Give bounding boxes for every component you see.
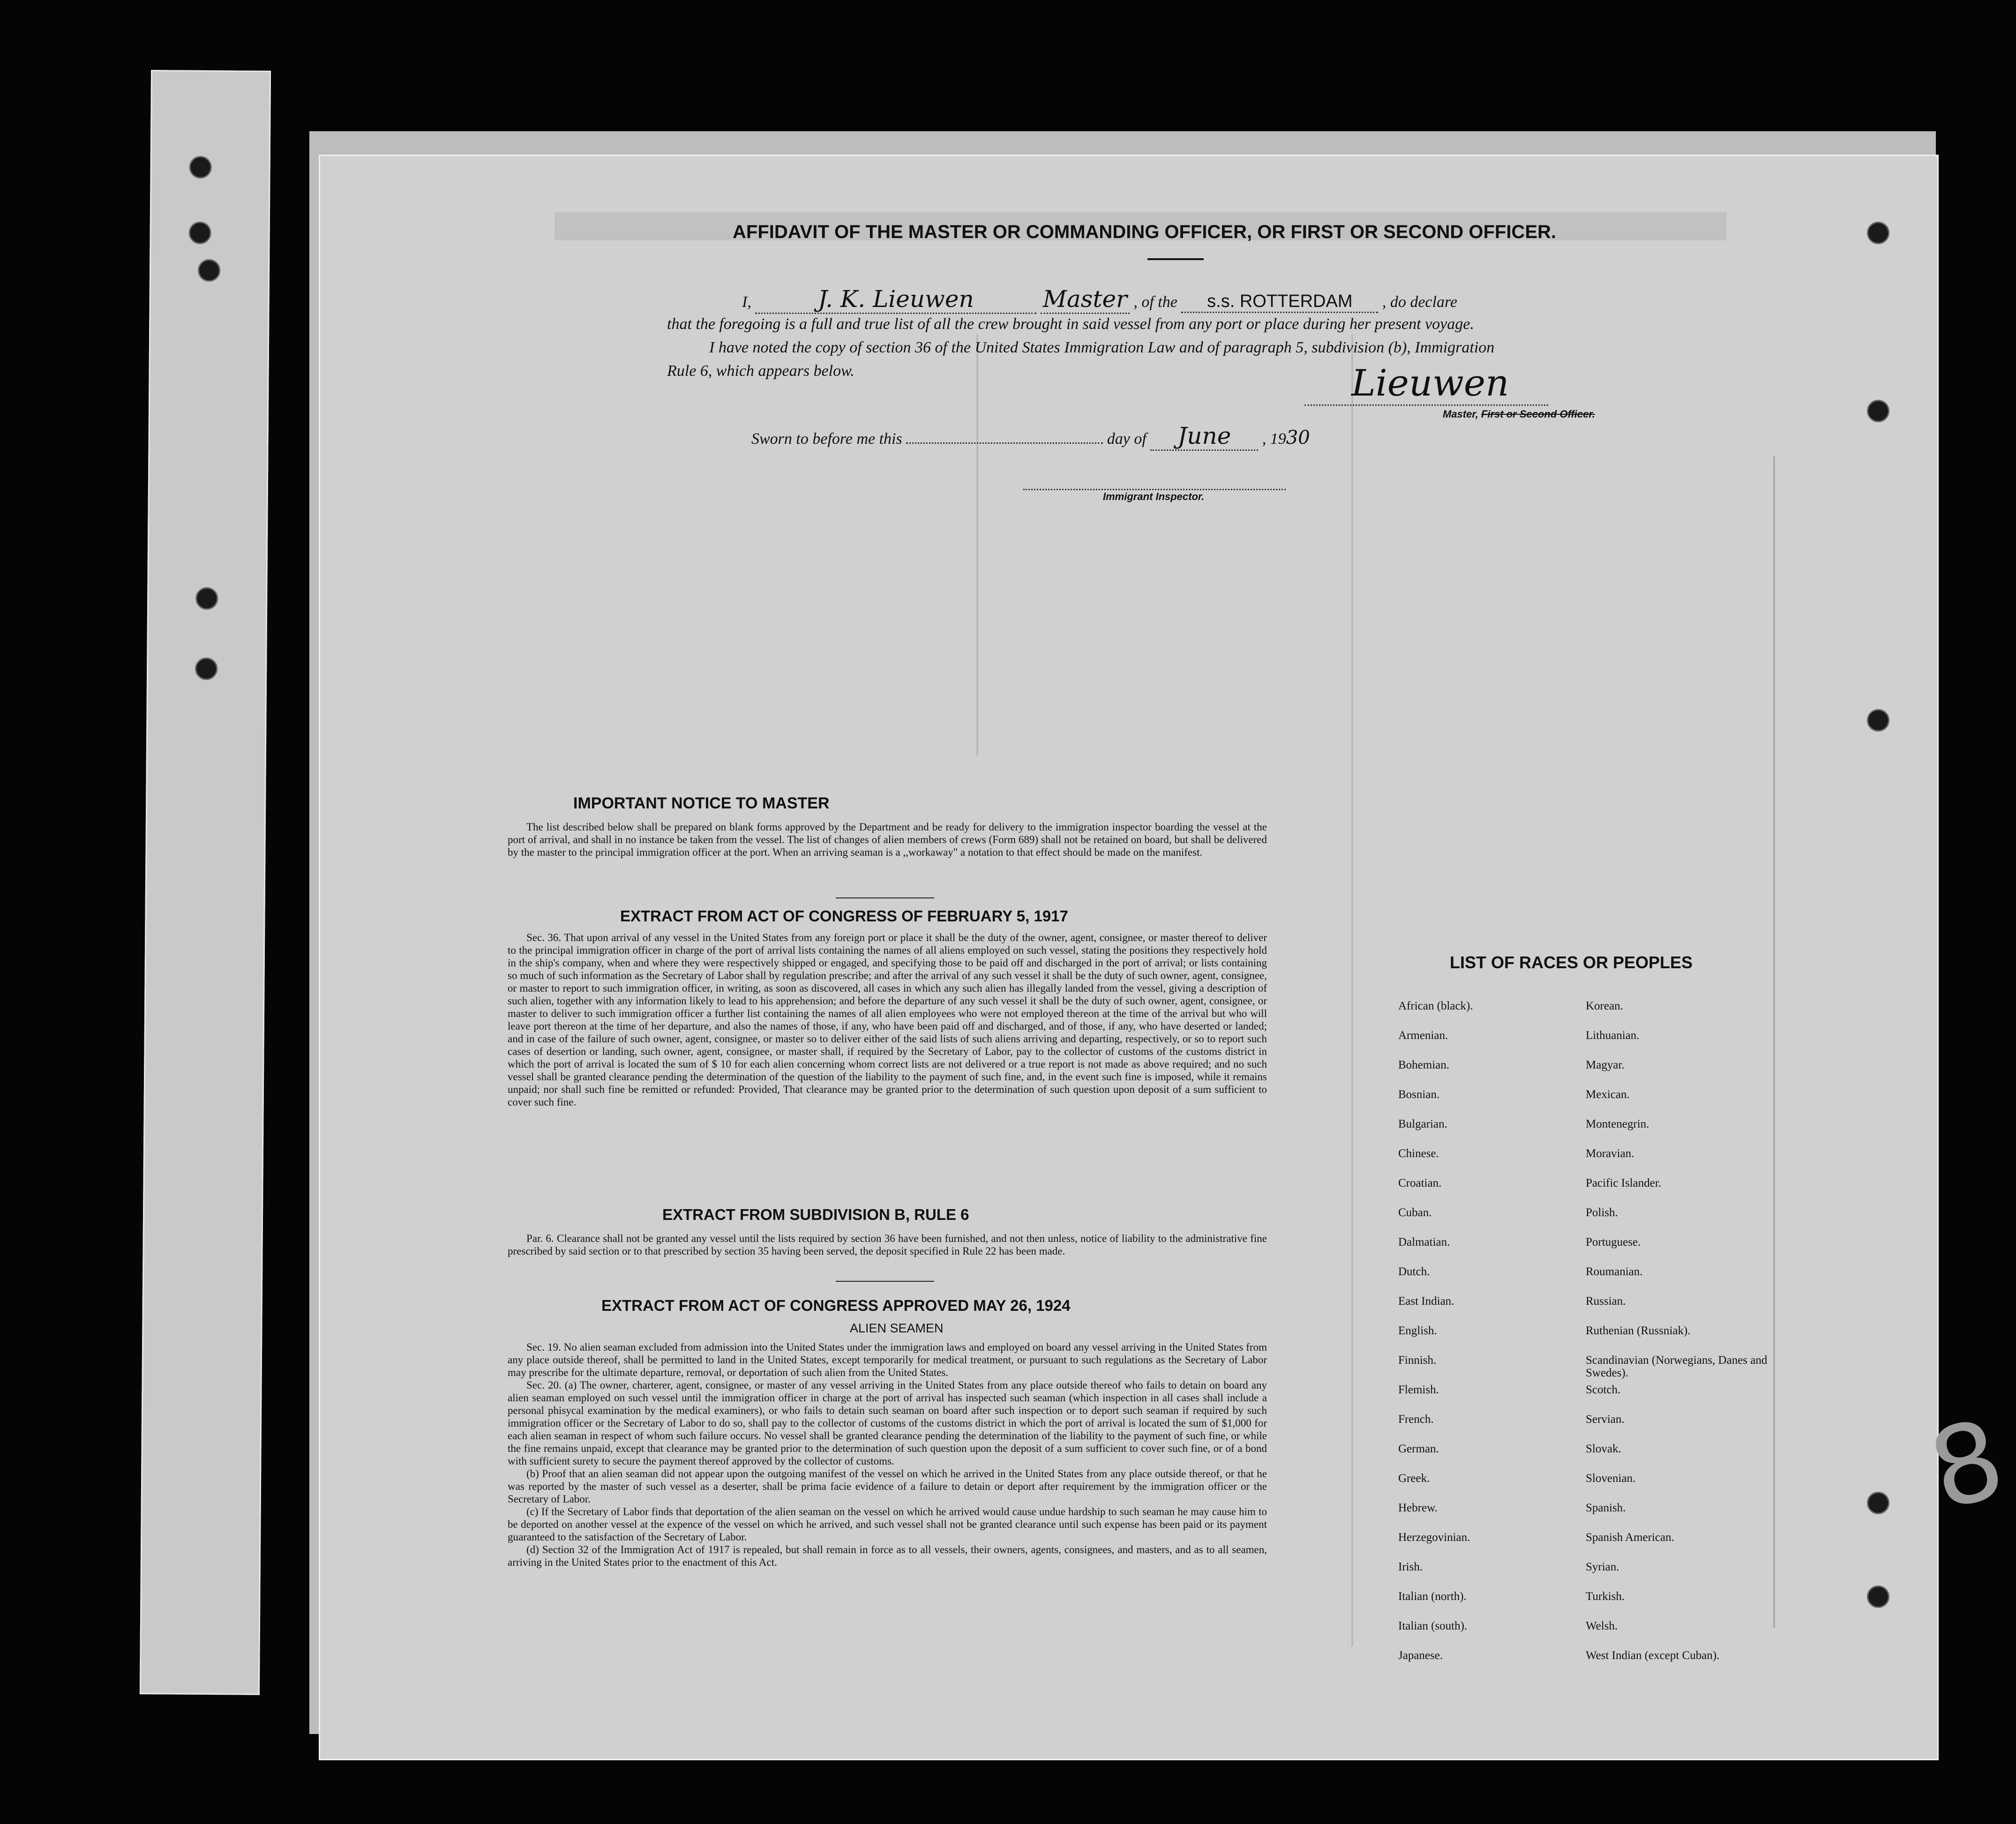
rank-field: Master	[1041, 285, 1130, 314]
race-item: Ruthenian (Russniak).	[1586, 1324, 1691, 1337]
master-signature: Lieuwen	[1351, 362, 1509, 404]
sworn-line	[751, 422, 1310, 451]
subdivision-b-text: Par. 6. Clearance shall not be granted any vessel until the lists required by section 36 have been furnished, and not then unless, notice of liability to the administrative fine prescribed by said section or to that prescribed by section 35 having been served, the deposit specified in Rule 22 has been made.	[508, 1233, 1267, 1257]
race-item: Herzegovinian.	[1398, 1531, 1470, 1544]
bleed-through-column-rule	[1351, 334, 1353, 1646]
sworn-day-of: day of	[1107, 430, 1147, 448]
affidavit-rule	[1147, 258, 1204, 260]
race-item: Slovak.	[1586, 1443, 1621, 1455]
affidavit-title: AFFIDAVIT OF THE MASTER OR COMMANDING OFFICER, OR FIRST OR SECOND OFFICER.	[733, 222, 1556, 242]
extract-1924-sec19: Sec. 19. No alien seaman excluded from admission into the United States under the immigration laws and employed on board any vessel arriving in the United States from any place outside thereof, shall be permitted to land in the United States, except temporarily for medical treatment, or pursuant to such regulations as the Secretary of Labor may prescribe for the ultimate departure, removal, or deportation of such alien from the United States.	[508, 1341, 1267, 1378]
punch-hole	[1867, 222, 1889, 244]
pencil-page-number: 8	[1917, 1396, 2016, 1535]
sworn-year-prefix: , 19	[1262, 430, 1286, 448]
race-item: East Indian.	[1398, 1295, 1454, 1308]
punch-hole	[1867, 400, 1889, 422]
punch-hole	[189, 156, 211, 179]
inspector-caption: Immigrant Inspector.	[1103, 491, 1205, 502]
race-item: Greek.	[1398, 1472, 1430, 1485]
sworn-prefix: Sworn to before me this	[751, 430, 902, 448]
race-item: West Indian (except Cuban).	[1586, 1649, 1720, 1662]
inspector-line	[1023, 489, 1286, 490]
section-divider	[836, 897, 934, 898]
race-item: Slovenian.	[1586, 1472, 1636, 1485]
bleed-through-column-rule	[1773, 456, 1775, 1628]
notice-title: IMPORTANT NOTICE TO MASTER	[573, 794, 830, 812]
sworn-year-field: 30	[1286, 427, 1310, 449]
extract-1924-sec20d: (d) Section 32 of the Immigration Act of 1917 is repealed, but shall remain in force as to all vessels, their owners, agents, consignees, and masters, and as to all seamen, arriving in the United States prior to the enactment of this Act.	[508, 1544, 1267, 1568]
subdivision-b-title: EXTRACT FROM SUBDIVISION B, RULE 6	[662, 1206, 969, 1223]
extract-1917-title: EXTRACT FROM ACT OF CONGRESS OF FEBRUARY 5, 1917	[620, 907, 1068, 925]
race-item: Polish.	[1586, 1206, 1618, 1219]
race-item: Syrian.	[1586, 1561, 1619, 1573]
race-item: Roumanian.	[1586, 1265, 1643, 1278]
extract-1924-sec20b: (b) Proof that an alien seaman did not appear upon the outgoing manifest of the vessel on which he arrived in the United States from any place outside thereof, or that he was reported by the master of such vessel as a deserter, shall be prima facie evidence of a failure to detain or deport after requirement by the immigration officer or the Secretary of Labor.	[508, 1468, 1267, 1505]
affidavit-line-4: Rule 6, which appears below.	[667, 362, 854, 380]
punch-hole	[1867, 1492, 1889, 1514]
race-item: Mexican.	[1586, 1088, 1630, 1101]
race-item: Finnish.	[1398, 1354, 1437, 1367]
signature-caption-master: Master,	[1443, 408, 1478, 420]
race-item: Spanish American.	[1586, 1531, 1674, 1544]
punch-hole	[1867, 1585, 1889, 1608]
race-item: Portuguese.	[1586, 1236, 1641, 1248]
race-item: Turkish.	[1586, 1590, 1625, 1603]
affidavit-do-declare: , do declare	[1382, 293, 1458, 311]
extract-1917-text: Sec. 36. That upon arrival of any vessel in the United States from any foreign port or place it shall be the duty of the owner, agent, consignee, or master thereof to deliver to the principal immigration officer in charge of the port of arrival lists containing the names of all aliens employed on such vessel, stating the positions they respectively hold in the ship's company, when and where they were respectively shipped or engaged, and specifying those to be paid off and discharged in the port of arrival; or lists containing so much of such information as the Secretary of Labor shall by regulation prescribe; and after the arrival of any such vessel it shall be the duty of such owner, agent, consignee, or master to report to such immigration officer, in writing, as soon as discovered, all cases in which any such alien has illegally landed from the vessel, giving a description of such alien, together with any information likely to lead to his apprehension; and before the departure of any such vessel it shall be the duty of such owner, agent, consignee, or master to deliver to such immigration officer a further list containing the names of all alien employees who were not employed thereon at the time of the arrival but who will leave port thereon at the time of her departure, and also the names of those, if any, who have been paid off and discharged, and of those, if any, who have deserted or landed; and in case of the failure of such owner, agent, consignee, or master so to deliver either of the said lists of such aliens arriving and departing, respectively, or so to report such cases of desertion or landing, such owner, agent, consignee, or master shall, if required by the Secretary of Labor, pay to the collector of customs of the customs district in which the port of arrival is located the sum of $ 10 for each alien concerning whom correct lists are not delivered or a true report is not made as above required; and no such vessel shall be granted clearance pending the determination of the question of the liability to the payment of such fine, and, in the event such fine is imposed, while it remains unpaid; nor shall such fine be remitted or refunded: Provided, That clearance may be granted prior to the determination of such question upon deposit of a sum sufficient to cover such fine.	[508, 932, 1267, 1108]
race-item: Dalmatian.	[1398, 1236, 1450, 1248]
signature-caption	[1443, 408, 1595, 420]
race-item: Russian.	[1586, 1295, 1626, 1308]
race-item: Pacific Islander.	[1586, 1177, 1662, 1189]
race-item: Italian (north).	[1398, 1590, 1467, 1603]
extract-1924-body	[508, 1341, 1267, 1569]
affidavit-line-1	[742, 285, 1457, 314]
race-item: Moravian.	[1586, 1147, 1634, 1160]
race-item: Servian.	[1586, 1413, 1625, 1426]
race-item: Magyar.	[1586, 1059, 1625, 1071]
race-item: Dutch.	[1398, 1265, 1430, 1278]
race-item: French.	[1398, 1413, 1434, 1426]
race-item: Italian (south).	[1398, 1620, 1468, 1632]
race-item: Welsh.	[1586, 1620, 1618, 1632]
notice-text: The list described below shall be prepared on blank forms approved by the Department and be ready for delivery to the immigration inspector boarding the vessel at the port of arrival, and shall in no instance be taken from the vessel. The list of changes of alien members of crews (Form 689) shall not be retained on board, but shall be delivered by the master to the principal immigration officer at the port. When an arriving seaman is a ,,workaway" a notation to that effect should be made on the manifest.	[508, 821, 1267, 858]
race-item: Montenegrin.	[1586, 1118, 1649, 1130]
race-item: Korean.	[1586, 1000, 1623, 1012]
punch-hole	[189, 222, 211, 244]
race-item: Flemish.	[1398, 1383, 1439, 1396]
race-item: Croatian.	[1398, 1177, 1442, 1189]
sworn-month-field: June	[1150, 422, 1258, 451]
affidavit-pronoun: I,	[742, 293, 751, 311]
punch-hole	[198, 259, 220, 282]
race-item: Spanish.	[1586, 1502, 1626, 1514]
punch-hole	[195, 587, 218, 610]
race-item: Cuban.	[1398, 1206, 1432, 1219]
affidavit-line-2: that the foregoing is a full and true list of all the crew brought in said vessel from any port or place during her present voyage.	[667, 315, 1474, 333]
race-item: Scotch.	[1586, 1383, 1621, 1396]
master-name-field: J. K. Lieuwen	[755, 285, 1036, 314]
race-item: Scandinavian (Norwegians, Danes and Swedes).	[1586, 1354, 1768, 1379]
extract-1924-title: EXTRACT FROM ACT OF CONGRESS APPROVED MAY 26, 1924	[601, 1297, 1071, 1314]
race-item: Bohemian.	[1398, 1059, 1450, 1071]
race-item: Lithuanian.	[1586, 1029, 1640, 1042]
vessel-field: s.s. ROTTERDAM	[1181, 292, 1378, 313]
affidavit-of-the: , of the	[1133, 293, 1177, 311]
races-list-title: LIST OF RACES OR PEOPLES	[1450, 953, 1693, 972]
section-divider	[836, 1281, 934, 1282]
race-item: African (black).	[1398, 1000, 1473, 1012]
race-item: Irish.	[1398, 1561, 1423, 1573]
race-item: Bosnian.	[1398, 1088, 1440, 1101]
race-item: Chinese.	[1398, 1147, 1439, 1160]
race-item: Bulgarian.	[1398, 1118, 1447, 1130]
punch-hole	[1867, 709, 1889, 732]
race-item: German.	[1398, 1443, 1439, 1455]
bleed-through-column-rule	[976, 334, 978, 756]
race-item: Armenian.	[1398, 1029, 1448, 1042]
extract-1924-sec20c: (c) If the Secretary of Labor finds that deportation of the alien seaman on the vessel on which he arrived would cause undue hardship to such seaman he may cause him to be deported on another vessel at the expence of the vessel on which he arrived, and such vessel shall not be granted clearance until such expense has been paid or its payment guaranteed to the satisfaction of the Secretary of Labor.	[508, 1506, 1267, 1543]
punch-hole	[195, 658, 217, 680]
race-item: Japanese.	[1398, 1649, 1443, 1662]
race-item: Hebrew.	[1398, 1502, 1438, 1514]
affidavit-line-3: I have noted the copy of section 36 of the United States Immigration Law and of paragraph 5, subdivision (b), Immigration	[709, 339, 1495, 356]
document-page	[319, 155, 2016, 1760]
adjacent-page-strip	[140, 70, 271, 1695]
signature-caption-struck: First or Second Officer.	[1481, 408, 1595, 420]
extract-1924-sec20a: Sec. 20. (a) The owner, charterer, agent, consignee, or master of any vessel arriving in the United States from any place outside thereof who fails to detain on board any alien seaman employed on such vessel until the immigration officer in charge at the port of arrival has inspected such seaman (which inspection in all cases shall include a personal phisycal examination by the medical examiners), or who fails to detain such seaman on board after such inspection or to deport such seaman if required by such immigration officer or the Secretary of Labor to do so, shall pay to the collector of customs of the customs district in which the port of arrival is located the sum of $1,000 for each alien seaman in respect of whom such failure occurs. No vessel shall be granted clearance pending the determination of the liability to the payment of such fine, or while the fine remains unpaid, except that clearance may be granted prior to the determination of such question upon the deposit of a sum sufficient to cover such fine, or of a bond with sufficient surety to secure the payment thereof approved by the collector of customs.	[508, 1379, 1267, 1467]
signature-line	[1304, 404, 1548, 406]
sworn-day-field	[906, 442, 1103, 444]
extract-1924-subtitle: ALIEN SEAMEN	[850, 1321, 944, 1335]
race-item: English.	[1398, 1324, 1437, 1337]
